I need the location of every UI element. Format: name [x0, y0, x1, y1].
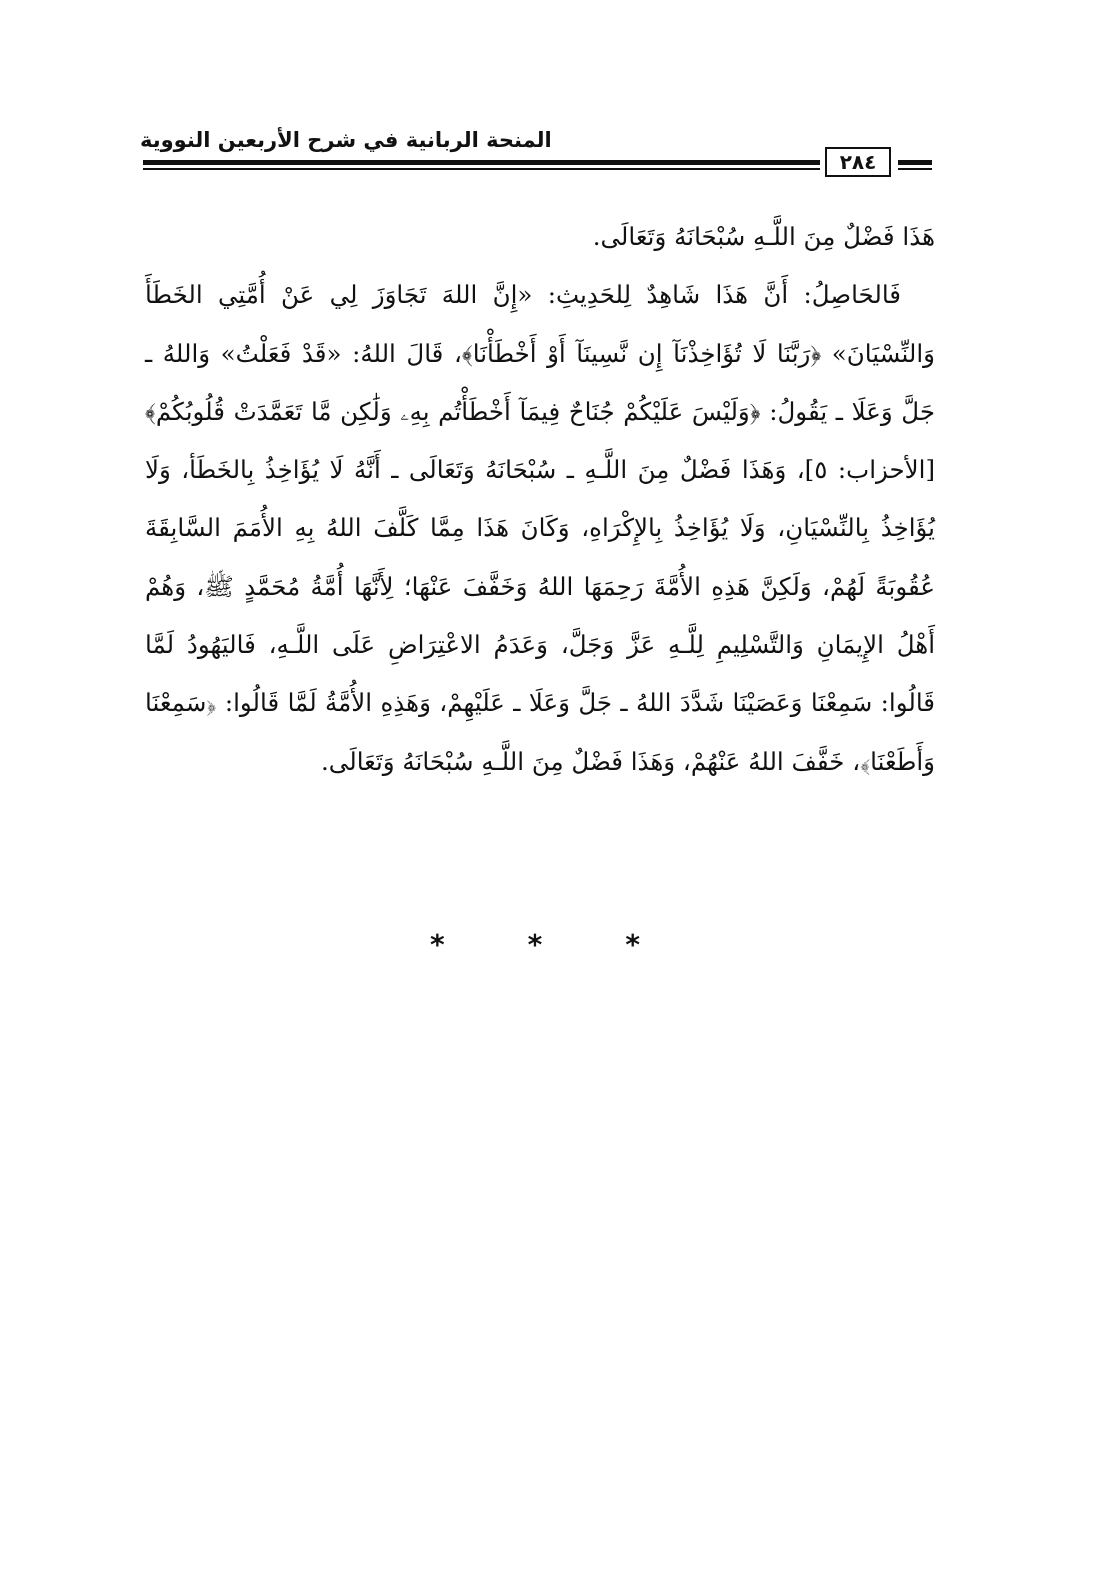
header-rule-short	[898, 153, 932, 175]
header-rule-thin-line	[143, 168, 820, 170]
header-rule-thick-line	[143, 160, 820, 165]
body-text	[145, 208, 935, 791]
header-rule-long	[143, 153, 820, 175]
separator-asterisk: *	[527, 928, 543, 961]
section-separator	[430, 928, 640, 961]
running-header-title: المنحة الربانية في شرح الأربعين النووية	[140, 128, 552, 152]
separator-asterisk: *	[430, 928, 445, 961]
paragraph-closing-line: هَذَا فَضْلٌ مِنَ اللَّـهِ سُبْحَانَهُ وَتَعَالَى.	[592, 222, 935, 251]
page-number-box: ٢٨٤	[825, 147, 891, 177]
separator-asterisk: *	[625, 928, 640, 961]
header-rule-short-thick-line	[898, 160, 932, 165]
paragraph-conclusion: فَالحَاصِلُ: أَنَّ هَذَا شَاهِدٌ لِلحَدِيثِ: «إِنَّ اللهَ تَجَاوَزَ لِي عَنْ أُمَّتِي الخَطَأَ وَالنِّسْيَانَ» ﴿رَبَّنَا لَا تُؤَاخِذْنَآ إِن نَّسِينَآ أَوْ أَخْطَأْنَا﴾، قَالَ اللهُ: «قَدْ فَعَلْتُ» وَاللهُ ـ جَلَّ وَعَلَا ـ يَقُولُ: ﴿وَلَيْسَ عَلَيْكُمْ جُنَاحٌ فِيمَآ أَخْطَأْتُم بِهِۦ وَلَٰكِن مَّا تَعَمَّدَتْ قُلُوبُكُمْ﴾ [الأحزاب: ٥]، وَهَذَا فَضْلٌ مِنَ اللَّـهِ ـ سُبْحَانَهُ وَتَعَالَى ـ أَنَّهُ لَا يُؤَاخِذُ بِالخَطَأ، وَلَا يُؤَاخِذُ بِالنِّسْيَانِ، وَلَا يُؤَاخِذُ بِالإِكْرَاهِ، وَكَانَ هَذَا مِمَّا كَلَّفَ اللهُ بِهِ الأُمَمَ السَّابِقَةَ عُقُوبَةً لَهُمْ، وَلَكِنَّ هَذِهِ الأُمَّةَ رَحِمَهَا اللهُ وَخَفَّفَ عَنْهَا؛ لِأَنَّهَا أُمَّةُ مُحَمَّدٍ ﷺ، وَهُمْ أَهْلُ الإِيمَانِ وَالتَّسْلِيمِ لِلَّـهِ عَزَّ وَجَلَّ، وَعَدَمُ الاعْتِرَاضِ عَلَى اللَّـهِ، فَاليَهُودُ لَمَّا قَالُوا: سَمِعْنَا وَعَصَيْنَا شَدَّدَ اللهُ ـ جَلَّ وَعَلَا ـ عَلَيْهِمْ، وَهَذِهِ الأُمَّةُ لَمَّا قَالُوا: ﴿سَمِعْنَا وَأَطَعْنَا﴾، خَفَّفَ اللهُ عَنْهُمْ، وَهَذَا فَضْلٌ مِنَ اللَّـهِ سُبْحَانَهُ وَتَعَالَى.	[145, 280, 936, 776]
header-rule-short-thin-line	[898, 168, 932, 170]
